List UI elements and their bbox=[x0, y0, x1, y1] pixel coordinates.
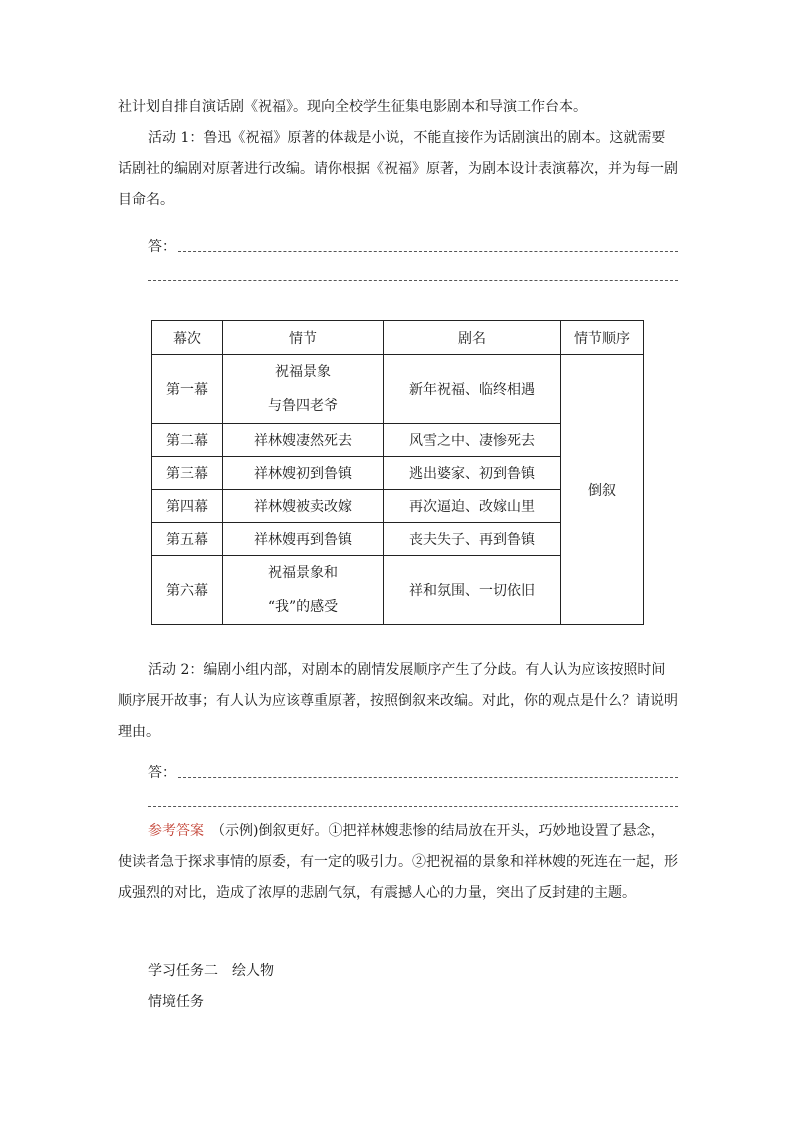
answer-blank-4[interactable] bbox=[148, 806, 678, 807]
script-table bbox=[151, 320, 644, 625]
cell-act: 第一幕 bbox=[152, 355, 223, 424]
cell-plot: 祥林嫂初到鲁镇 bbox=[223, 457, 384, 490]
answer-blank bbox=[178, 251, 678, 252]
cell-title: 丧夫失子、再到鲁镇 bbox=[384, 523, 561, 556]
header-title: 剧名 bbox=[384, 321, 561, 355]
answer-label: 答： bbox=[148, 239, 176, 255]
cell-plot-line: “我”的感受 bbox=[267, 599, 339, 615]
reference-answer-paragraph bbox=[118, 816, 678, 909]
reference-answer-label: 参考答案 bbox=[148, 823, 204, 839]
cell-title: 逃出婆家、初到鲁镇 bbox=[384, 457, 561, 490]
header-order: 情节顺序 bbox=[561, 321, 644, 355]
cell-order: 倒叙 bbox=[561, 355, 644, 625]
activity-1-paragraph: 活动 1：鲁迅《祝福》原著的体裁是小说，不能直接作为话剧演出的剧本。这就需要话剧社的编剧对原著进行改编。请你根据《祝福》原著，为剧本设计表演幕次，并为每一剧目命名。 bbox=[118, 130, 678, 208]
cell-plot bbox=[223, 355, 384, 424]
reference-answer-text: （示例)倒叙更好。①把祥林嫂悲惨的结局放在开头，巧妙地设置了悬念，使读者急于探求事情的原委，有一定的吸引力。②把祝福的景象和祥林嫂的死连在一起，形成强烈的对比，造成了浓厚的悲剧气氛，有震撼人心的力量，突出了反封建的主题。 bbox=[118, 823, 678, 901]
table-header-row bbox=[152, 321, 644, 355]
header-plot: 情节 bbox=[223, 321, 384, 355]
cell-act: 第三幕 bbox=[152, 457, 223, 490]
header-act: 幕次 bbox=[152, 321, 223, 355]
cell-plot: 祥林嫂被卖改嫁 bbox=[223, 490, 384, 523]
intro-paragraph: 社计划自排自演话剧《祝福》。现向全校学生征集电影剧本和导演工作台本。 bbox=[118, 99, 587, 115]
cell-plot bbox=[223, 556, 384, 625]
cell-title: 祥和氛围、一切依旧 bbox=[384, 556, 561, 625]
cell-plot: 祥林嫂再到鲁镇 bbox=[223, 523, 384, 556]
activity-2-paragraph: 活动 2：编剧小组内部，对剧本的剧情发展顺序产生了分歧。有人认为应该按照时间顺序展开故事；有人认为应该尊重原著，按照倒叙来改编。对此，你的观点是什么？请说明理由。 bbox=[118, 662, 678, 740]
cell-plot-line: 祝福景象 bbox=[275, 364, 331, 380]
cell-plot: 祥林嫂凄然死去 bbox=[223, 424, 384, 457]
cell-title: 再次逼迫、改嫁山里 bbox=[384, 490, 561, 523]
table-row bbox=[152, 355, 644, 424]
answer-blank bbox=[178, 777, 678, 778]
answer-line-1[interactable] bbox=[148, 236, 678, 256]
cell-plot-line: 祝福景象和 bbox=[268, 565, 338, 581]
cell-title: 风雪之中、凄惨死去 bbox=[384, 424, 561, 457]
cell-title: 新年祝福、临终相遇 bbox=[384, 355, 561, 424]
answer-blank-2[interactable] bbox=[148, 280, 678, 281]
cell-plot-line: 与鲁四老爷 bbox=[268, 398, 338, 414]
scenario-heading: 情境任务 bbox=[148, 994, 204, 1010]
task-2-heading: 学习任务二 绘人物 bbox=[148, 963, 274, 979]
answer-label: 答： bbox=[148, 765, 176, 781]
answer-line-3[interactable] bbox=[148, 762, 678, 782]
cell-act: 第二幕 bbox=[152, 424, 223, 457]
cell-act: 第五幕 bbox=[152, 523, 223, 556]
cell-act: 第六幕 bbox=[152, 556, 223, 625]
cell-act: 第四幕 bbox=[152, 490, 223, 523]
